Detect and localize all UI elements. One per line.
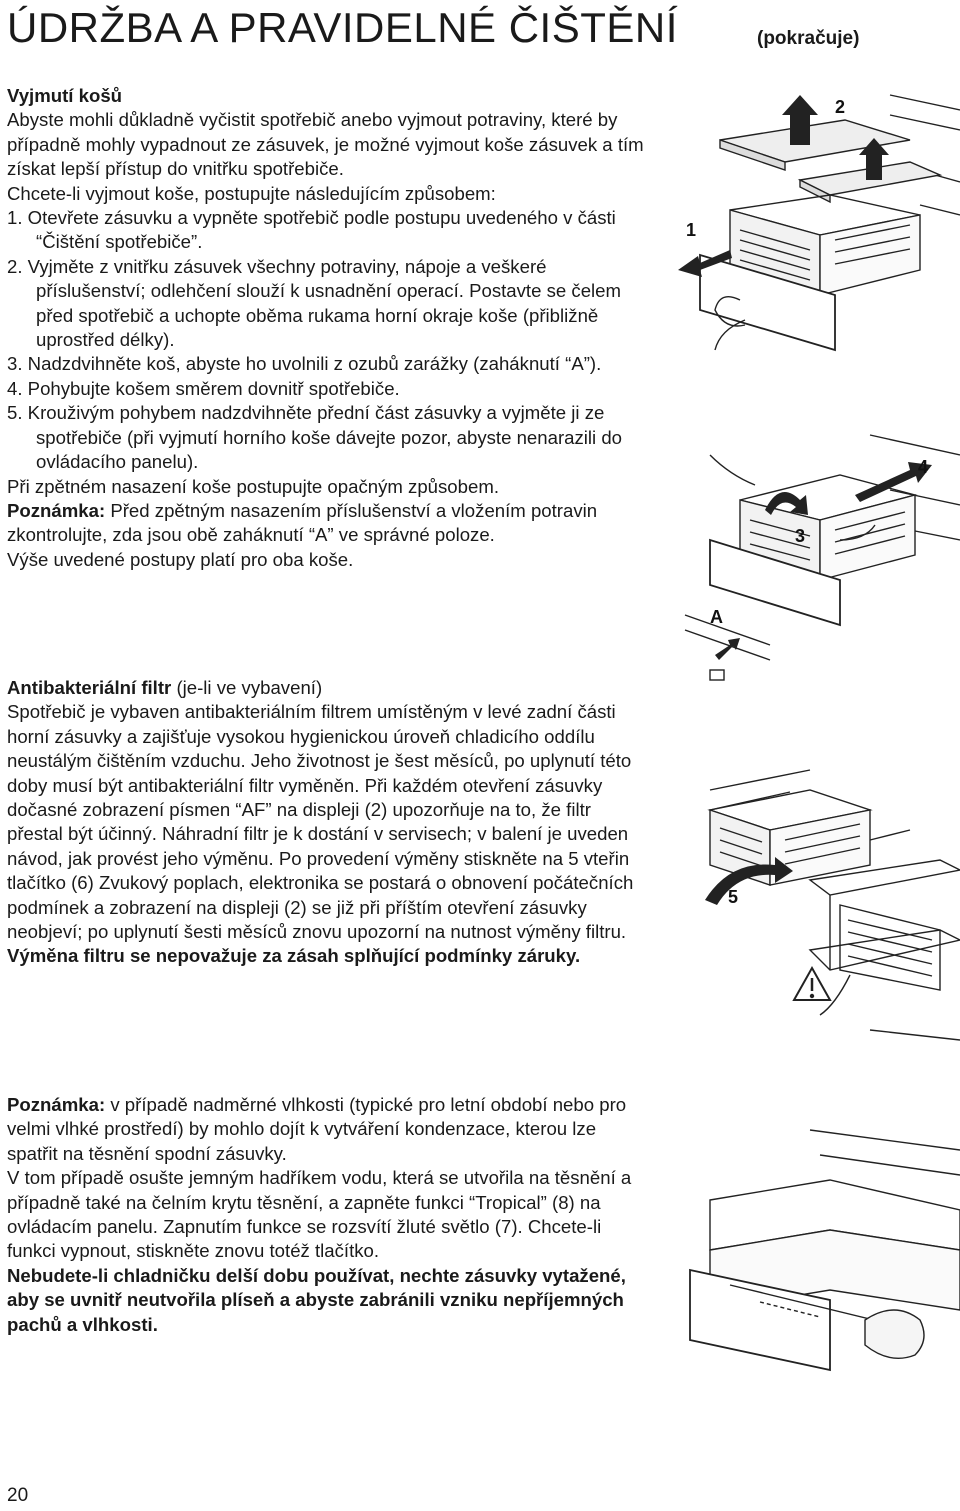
figure-label: A — [710, 607, 723, 627]
figure-filter — [820, 905, 960, 1040]
note-text: Před zpětným nasazením příslušenství a vložením potravin zkontrolujte, zda jsou obě zaháknutí “A” ve správné poloze. — [7, 499, 598, 546]
page-number: 20 — [7, 1485, 29, 1506]
section-basket-removal — [7, 84, 647, 572]
figure-label: 5 — [728, 887, 739, 907]
step-item: 4. Pohybujte košem směrem dovnitř spotřebiče. — [7, 377, 400, 399]
drawer-illustrations — [670, 70, 960, 1400]
figure-label: 2 — [835, 97, 846, 117]
section-condensation — [7, 1093, 647, 1337]
note-text: v případě nadměrné vlhkosti (typické pro letní období nebo pro velmi vlhké prostředí) by mohlo dojít k vytváření kondenzace, kterou lze spatřit na těsnění spodní zásuvky. — [7, 1094, 627, 1164]
warning-triangle-icon — [794, 968, 830, 1000]
step-item: 1. Otevřete zásuvku a vypněte spotřebič podle postupu uvedeného v části “Čištění spotřebiče”. — [7, 207, 616, 253]
figure-seal-drying — [690, 1130, 960, 1370]
paragraph-lead: Chcete-li vyjmout koše, postupujte následujícím způsobem: — [7, 182, 496, 204]
figure-label: 3 — [795, 526, 806, 546]
step-item: 2. Vyjměte z vnitřku zásuvek všechny potraviny, nápoje a veškeré příslušenství; odlehčení slouží k usnadnění operací. Postavte se čelem před spotřebič a uchopte oběma rukama horní okraje koše (přibližně uprostřed délky). — [7, 255, 621, 351]
heading-suffix: (je-li ve vybavení) — [171, 677, 323, 698]
paragraph-storage-warning: Nebudete-li chladničku delší dobu používat, nechte zásuvky vytažené, aby se uvnitř neutvořila plíseň a abyste zabránili vzniku nepříjemných pachů a vlhkosti. — [7, 1264, 626, 1335]
section-heading: Vyjmutí košů — [7, 85, 123, 106]
paragraph-note — [7, 499, 647, 548]
section-antibacterial-filter — [7, 676, 647, 969]
step-item: 5. Krouživým pohybem nadzdvihněte přední část zásuvky a vyjměte ji ze spotřebiče (při vyjmutí horního koše dávejte pozor, abyste nenarazili do ovládacího panelu). — [7, 402, 623, 473]
paragraph-tropical: V tom případě osušte jemným hadříkem vodu, která se utvořila na těsnění a případně také na čelním krytu těsnění, a zapněte funkci “Tropical” (8) na ovládacím panelu. Zapnutím funkce se rozsvítí žluté světlo (7). Chcete-li funkci vypnout, stiskněte znovu totéž tlačítko. — [7, 1167, 632, 1262]
figure-label: 1 — [686, 220, 697, 240]
paragraph-both: Výše uvedené postupy platí pro oba koše. — [7, 548, 354, 570]
paragraph-intro: Abyste mohli důkladně vyčistit spotřebič anebo vyjmout potraviny, které by případně mohly vypadnout ze zásuvek, je možné vyjmout koše zásuvek a tím získat lepší přístup do vnitřku spotřebiče. — [7, 109, 644, 180]
paragraph-warranty: Výměna filtru se nepovažuje za zásah splňující podmínky záruky. — [7, 945, 581, 967]
page-subtitle: (pokračuje) — [757, 28, 860, 49]
section-heading: Antibakteriální filtr — [7, 677, 172, 698]
step-item: 3. Nadzdvihněte koš, abyste ho uvolnili z ozubů zarážky (zaháknutí “A”). — [7, 353, 602, 375]
filter-heading — [7, 676, 647, 700]
note-label: Poznámka: — [7, 1094, 106, 1115]
paragraph-reinsert: Při zpětném nasazení koše postupujte opačným způsobem. — [7, 475, 499, 497]
paragraph-note — [7, 1093, 647, 1166]
note-label: Poznámka: — [7, 499, 106, 521]
figure-label: 4 — [918, 457, 929, 477]
figure-drawer-open — [700, 95, 960, 350]
page-title: ÚDRŽBA A PRAVIDELNÉ ČIŠTĚNÍ — [7, 4, 678, 51]
paragraph-filter: Spotřebič je vybaven antibakteriálním filtrem umístěným v levé zadní části horní zásuvky a zajišťuje vysokou hygienickou úroveň chladicího oddílu neustálým čištěním vzduchu. Jeho životnost je šest měsíců, po uplynutí této doby musí být antibakteriální filtr vyměněn. Při každém otevření zásuvky dočasné zobrazení písmen “AF” na displeji (2) upozorňuje na to, že filtr přestal být účinný. Náhradní filtr je k dostání v servisech; v balení je uveden návod, jak provést jeho výměnu. Po provedení výměny stiskněte na 5 vteřin tlačítko (6) Zvukový poplach, elektronika se postará o obnovení počátečních podmínek a zobrazení na displeji (2) se již při příštím otevření zásuvky neobjeví; po uplynutí šesti měsíců znovu upozorní na nutnost výměny filtru. — [7, 701, 634, 943]
